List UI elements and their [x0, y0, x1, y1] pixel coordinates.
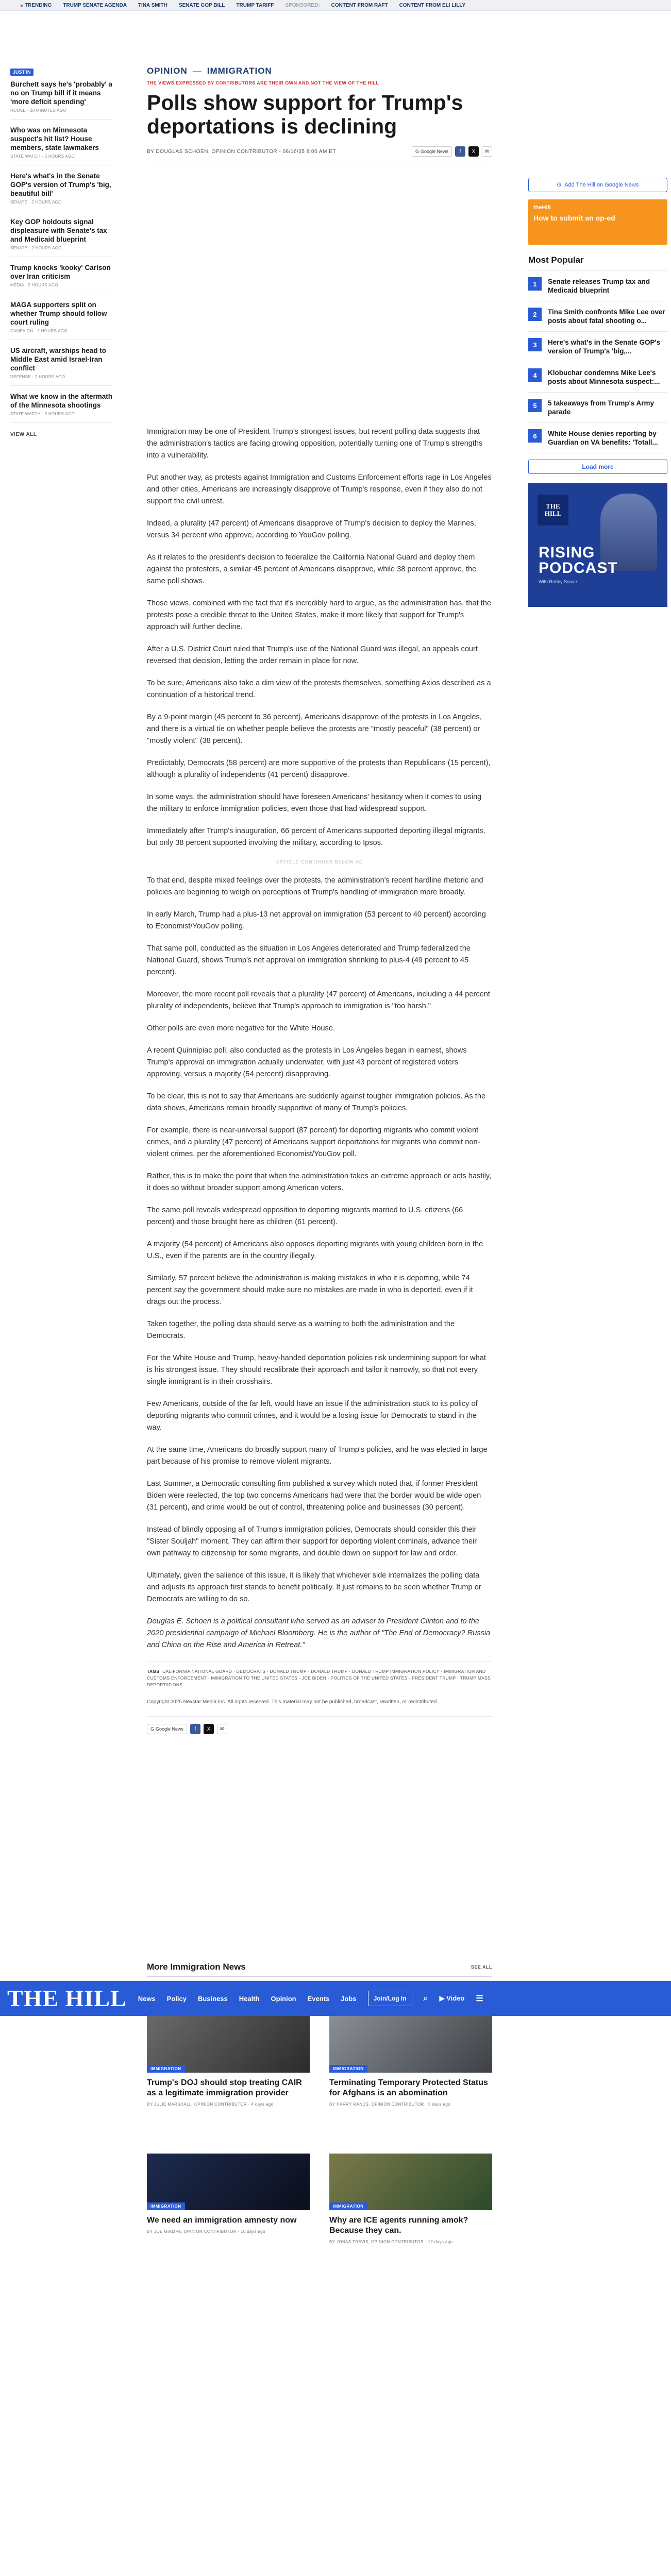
x-icon: X [472, 148, 476, 155]
article-paragraph: Those views, combined with the fact that it's incredibly hard to argue, as the administration has, that the protests pose a credible threat to the United States, make it more likely that support for Trump's approach will further decline. [147, 599, 491, 631]
page-title: Polls show support for Trump's deportations is declining [147, 91, 463, 138]
article-paragraph: To be sure, Americans also take a dim view of the protests themselves, something Axios described as a continuation of a historical trend. [147, 679, 491, 699]
author-bio [147, 1616, 492, 1651]
news-card[interactable] [147, 2154, 310, 2245]
nav-policy[interactable]: Policy [166, 1994, 187, 2003]
nav-business[interactable]: Business [197, 1994, 228, 2003]
breadcrumb-subsection[interactable]: IMMIGRATION [207, 66, 272, 76]
trending-link[interactable]: TRUMP SENATE AGENDA [63, 2, 127, 8]
author-bio-text: Douglas E. Schoen is a political consultant who served as an adviser to President Clinton and to the 2020 presidential campaign of Michael Bloomberg. He is the author of "The End of Democracy? Russia and China on the Rise and America in Retreat." [147, 1617, 491, 1649]
article-paragraph: Few Americans, outside of the far left, would have an issue if the administration stuck to its policy of deporting migrants who commit crimes, and it would be a losing issue for Democrats to stand in the way. [147, 1400, 478, 1432]
most-popular-title[interactable]: Klobuchar condemns Mike Lee's posts about Minnesota suspect:... [548, 369, 660, 385]
ad-label: ARTICLE CONTINUES BELOW AD [276, 859, 363, 865]
just-in-item[interactable] [10, 172, 113, 211]
mail-icon: ✉ [220, 1726, 225, 1732]
byline-row [147, 146, 492, 164]
google-news-button[interactable]: G Google News [412, 146, 452, 157]
just-in-item[interactable] [10, 126, 113, 165]
article-paragraph: Ultimately, given the salience of this issue, it is likely that whichever side internalizes the polling data and adjusts its approach first stands to benefit politically. It just remains to be seen whether Trump or Democrats are willing to do so. [147, 1571, 481, 1603]
article-paragraph: That same poll, conducted as the situation in Los Angeles deteriorated and Trump federalized the National Guard, shows Trump's net approval on immigration shrinking to plus-4 (49 percent to 45 percent). [147, 944, 471, 976]
most-popular-item[interactable] [528, 332, 667, 362]
load-more-button[interactable]: Load more [528, 460, 667, 474]
most-popular-item[interactable] [528, 393, 667, 423]
category-tag: IMMIGRATION [147, 2202, 185, 2210]
most-popular-title[interactable]: Senate releases Trump tax and Medicaid blueprint [548, 278, 650, 294]
the-hill-logo[interactable]: THE HILL [7, 1985, 127, 2011]
just-in-item[interactable] [10, 392, 113, 423]
live-dot-icon [21, 5, 23, 7]
podcast-title: RISING PODCAST [539, 544, 618, 577]
breadcrumb-separator: — [192, 66, 202, 76]
more-news-section [147, 1962, 492, 1977]
just-in-title[interactable]: Here's what's in the Senate GOP's version of Trump's 'big, beautiful bill' [10, 172, 111, 197]
just-in-meta: STATE WATCH · 3 HOURS AGO [10, 412, 75, 416]
tags-list [147, 1662, 492, 1688]
google-icon: G [557, 182, 562, 188]
login-button[interactable]: Join/Log In [368, 1991, 412, 2006]
breadcrumb-section[interactable]: OPINION [147, 66, 188, 76]
more-news-title: More Immigration News [147, 1962, 246, 1972]
facebook-share-button[interactable] [190, 1724, 200, 1734]
card-meta: BY JULIE MARSHALL, OPINION CONTRIBUTOR · 4 days ago [147, 2102, 274, 2107]
sponsored-label: SPONSORED: [285, 2, 320, 8]
card-image[interactable] [329, 2154, 492, 2210]
byline: BY DOUGLAS SCHOEN, OPINION CONTRIBUTOR - 06/16/25 8:00 AM ET [147, 148, 336, 155]
google-news-button[interactable]: G Google News [147, 1724, 187, 1734]
rank-number: 6 [528, 429, 542, 443]
article-paragraph: Predictably, Democrats (58 percent) are more supportive of the protests than Republicans (15 percent), although a plurality of independents (41 percent) disapprove. [147, 759, 491, 779]
more-news-header [147, 1962, 492, 1977]
share-bar [412, 146, 492, 157]
news-card[interactable] [329, 2154, 492, 2245]
article-paragraph: Moreover, the more recent poll reveals that a plurality (47 percent) of Americans, including a 44 percent plurality of independents, believe that Trump's approach to immigration is "too harsh." [147, 990, 490, 1010]
article-paragraph: To that end, despite mixed feelings over the protests, the administration's recent hardline rhetoric and policies are beginning to weigh on perceptions of Trump's handling of immigration more broadly. [147, 876, 483, 896]
category-tag: IMMIGRATION [329, 2202, 367, 2210]
news-card[interactable] [147, 2016, 310, 2108]
category-tag: IMMIGRATION [147, 2065, 185, 2073]
just-in-item[interactable] [10, 80, 113, 120]
sponsored-link[interactable]: CONTENT FROM ELI LILLY [399, 2, 466, 8]
email-share-button[interactable] [482, 146, 492, 157]
facebook-icon: f [459, 148, 461, 155]
card-image[interactable] [147, 2016, 310, 2073]
card-title[interactable]: Trump's DOJ should stop treating CAIR as a legitimate immigration provider [147, 2078, 302, 2097]
article-paragraph: Instead of blindly opposing all of Trump's immigration policies, Democrats should consider this their "Sister Souljah" moment. They can affirm their support for deporting violent criminals, advance their own pathway to citizenship for some migrants, and double down on support for law and order. [147, 1526, 477, 1557]
most-popular-title[interactable]: 5 takeaways from Trump's Army parade [548, 399, 655, 416]
just-in-item[interactable] [10, 300, 113, 340]
just-in-title[interactable]: Burchett says he's 'probably' a no on Trump bill if it means 'more deficit spending' [10, 80, 112, 106]
article-paragraph: Other polls are even more negative for the White House. [147, 1024, 336, 1032]
most-popular-title[interactable]: White House denies reporting by Guardian on VA benefits: 'Totall... [548, 430, 658, 446]
just-in-title[interactable]: MAGA supporters split on whether Trump should follow court ruling [10, 301, 107, 326]
x-share-button[interactable] [468, 146, 479, 157]
just-in-meta: SENATE · 2 HOURS AGO [10, 200, 62, 205]
article-paragraph: The same poll reveals widespread opposition to deporting migrants married to U.S. citizens (66 percent) and those brought here as children (61 percent). [147, 1206, 463, 1226]
card-meta: BY JOE GIAMPA, OPINION CONTRIBUTOR · 10 days ago [147, 2229, 265, 2234]
most-popular-heading: Most Popular [528, 255, 667, 271]
the-hill-logo: THE HILL [538, 495, 568, 526]
nav-news[interactable]: News [138, 1994, 156, 2003]
most-popular-item[interactable] [528, 362, 667, 393]
google-icon: G [415, 149, 419, 154]
article-paragraph: To be clear, this is not to say that Americans are suddenly against tougher immigration policies. As the data shows, Americans remain broadly supportive of many of Trump's policies. [147, 1092, 486, 1112]
article-paragraph: A majority (54 percent) of Americans also opposes deporting migrants with young children born in the U.S., even if the parents are in the country illegally. [147, 1240, 483, 1260]
card-title[interactable]: We need an immigration amnesty now [147, 2216, 297, 2225]
copyright-notice: Copyright 2025 Nexstar Media Inc. All rights reserved. This material may not be published, broadcast, rewritten, or redistributed. [147, 1699, 439, 1705]
article-body [147, 426, 492, 1651]
article-paragraph: At the same time, Americans do broadly support many of Trump's policies, and he was elected in large part because of his promise to remove violent migrants. [147, 1446, 488, 1466]
most-popular-title[interactable]: Tina Smith confronts Mike Lee over posts about fatal shooting o... [548, 308, 665, 325]
just-in-item[interactable] [10, 346, 113, 386]
see-all-link[interactable]: SEE ALL [471, 1964, 492, 1970]
article-paragraph: A recent Quinnipiac poll, also conducted as the protests in Los Angeles began in earnest, shows Trump's approval on immigration actually underwater, with just 43 percent of registered voters approving, versus a majority (54 percent) disapproving. [147, 1046, 467, 1078]
just-in-rail [10, 67, 113, 438]
most-popular-item[interactable] [528, 301, 667, 332]
site-header [0, 1981, 671, 2016]
lead-media-space [147, 164, 492, 426]
rank-number: 1 [528, 277, 542, 291]
article-paragraph: By a 9-point margin (45 percent to 36 percent), Americans disapprove of the protests in Los Angeles, and there is a virtual tie on whether people believe the protests are "mostly peaceful" (38 percent) or "mostly violent" (38 percent). [147, 713, 482, 745]
rank-number: 3 [528, 338, 542, 351]
just-in-meta: HOUSE · 20 MINUTES AGO [10, 108, 66, 113]
rank-number: 2 [528, 308, 542, 321]
article-paragraph: Last Summer, a Democratic consulting firm published a survey which noted that, if former President Biden were reelected, the top two concerns Americans had were that the border would be wide open (31 percent), and crime would be out of control, threatening police and businesses (30 percent). [147, 1480, 481, 1512]
rank-number: 5 [528, 399, 542, 412]
news-card[interactable] [329, 2016, 492, 2108]
article-paragraph: For the White House and Trump, heavy-handed deportation policies risk undermining support for what is his strongest issue. They should recalibrate their approach and tailor it narrowly, so that not every single immigrant is in their crosshairs. [147, 1354, 486, 1386]
article-paragraph: In early March, Trump had a plus-13 net approval on immigration (53 percent to 40 percent) according to Economist/YouGov polling. [147, 910, 486, 930]
video-link[interactable]: ▶ Video [439, 1994, 465, 2002]
rank-number: 4 [528, 368, 542, 382]
card-meta: BY HARRY RANDS, OPINION CONTRIBUTOR · 5 days ago [329, 2102, 451, 2107]
just-in-title[interactable]: US aircraft, warships head to Middle East amid Israel-Iran conflict [10, 347, 107, 372]
article-paragraph: Taken together, the polling data should serve as a warning to both the administration and the Democrats. [147, 1320, 455, 1340]
sponsored-link[interactable]: CONTENT FROM RAFT [331, 2, 388, 8]
most-popular-item[interactable] [528, 271, 667, 301]
trending-link[interactable]: SENATE GOP BILL [178, 2, 225, 8]
card-image[interactable] [147, 2154, 310, 2210]
banner-brand: theHill [533, 205, 551, 211]
just-in-meta: MEDIA · 2 HOURS AGO [10, 283, 58, 287]
category-tag: IMMIGRATION [329, 2065, 367, 2073]
google-icon: G [150, 1726, 155, 1732]
tags-label: TAGS [147, 1669, 160, 1674]
just-in-badge: JUST IN [10, 69, 33, 76]
just-in-meta: CAMPAIGN · 2 HOURS AGO [10, 329, 68, 333]
just-in-title[interactable]: Trump knocks 'kooky' Carlson over Iran criticism [10, 264, 111, 280]
just-in-title[interactable]: What we know in the aftermath of the Minnesota shootings [10, 393, 113, 409]
view-all-link[interactable]: VIEW ALL [10, 432, 37, 437]
most-popular-title[interactable]: Here's what's in the Senate GOP's version of Trump's 'big,... [548, 338, 661, 355]
submit-oped-banner[interactable] [528, 199, 667, 245]
article-paragraph: Immediately after Trump's inauguration, 66 percent of Americans supported deporting illegal migrants, but only 38 percent supported involving the military, according to Ipsos. [147, 827, 485, 847]
article-paragraph: Rather, this is to make the point that when the administration takes an extreme approach or acts hastily, it does so without broader support among American voters. [147, 1172, 492, 1192]
menu-icon[interactable]: ☰ [476, 1994, 483, 2003]
just-in-item[interactable] [10, 217, 113, 257]
trending-link[interactable]: TRUMP TARIFF [236, 2, 274, 8]
article-paragraph: Put another way, as protests against Immigration and Customs Enforcement efforts rage in Los Angeles and other cities, Americans are increasingly disapprove of Trump's response, even if they also do not support the civil unrest. [147, 473, 492, 505]
share-bar-bottom [147, 1716, 492, 1734]
banner-title: How to submit an op-ed [533, 214, 615, 222]
search-icon[interactable]: ⌕ [423, 1994, 428, 2003]
x-icon: X [207, 1726, 211, 1732]
just-in-meta: SENATE · 2 HOURS AGO [10, 246, 62, 250]
email-share-button[interactable] [217, 1724, 227, 1734]
article-paragraph: Similarly, 57 percent believe the administration is making mistakes in who it is deporting, while 74 percent say the government should make sure no mistakes are made in who is deported, even if it drags out the process. [147, 1274, 473, 1306]
opinion-disclaimer: THE VIEWS EXPRESSED BY CONTRIBUTORS ARE THEIR OWN AND NOT THE VIEW OF THE HILL [147, 80, 379, 86]
news-card-grid [147, 2154, 492, 2245]
article-paragraph: In some ways, the administration should have foreseen Americans' hesitancy when it comes to using the military to enforce immigration policies, even those that had widespread support. [147, 793, 482, 813]
article-paragraph: As it relates to the president's decision to federalize the California National Guard and deploy them against the protesters, a similar 45 percent of Americans disapprove, while 38 percent approve, the same poll shows. [147, 553, 477, 585]
mail-icon: ✉ [484, 148, 490, 155]
right-sidebar [528, 178, 667, 607]
article-paragraph: Immigration may be one of President Trump's strongest issues, but recent polling data suggests that the administration's tactics are facing growing opposition, potentially turning one of Trump's strengths into a vulnerability. [147, 428, 483, 460]
just-in-meta: DEFENSE · 2 HOURS AGO [10, 375, 65, 379]
article [147, 66, 492, 1734]
card-meta: BY JONAS TRAVIS, OPINION CONTRIBUTOR · 12 days ago [329, 2240, 453, 2244]
google-news-follow-button[interactable]: G Add The Hill on Google News [528, 178, 667, 192]
podcast-subtitle: With Robby Soave [539, 579, 577, 584]
rising-podcast-promo[interactable] [528, 483, 667, 607]
article-paragraph: Indeed, a plurality (47 percent) of Americans disapprove of Trump's decision to deploy the Marines, versus 34 percent who approve, according to YouGov polling. [147, 519, 476, 539]
just-in-title[interactable]: Key GOP holdouts signal displeasure with Senate's tax and Medicaid blueprint [10, 218, 107, 243]
card-title[interactable]: Why are ICE agents running amok? Because they can. [329, 2216, 468, 2235]
card-title[interactable]: Terminating Temporary Protected Status for Afghans is an abomination [329, 2078, 488, 2097]
trending-bar [0, 0, 671, 11]
article-paragraph: After a U.S. District Court ruled that Trump's use of the National Guard was illegal, an appeals court reversed that decision, letting the order remain in place for now. [147, 645, 478, 665]
trending-link[interactable]: TINA SMITH [138, 2, 167, 8]
tags-values[interactable]: CALIFORNIA NATIONAL GUARD · DEMOCRATS · DONALD TRUMP · DONALD TRUMP · DONALD TRUMP IMMIGRATION POLICY · IMMIGRATION AND CUSTOMS ENFORCEMENT · IMMIGRATION TO THE UNITED STATES · JOE BIDEN · POLITICS OF THE UNITED STATES · PRESIDENT TRUMP · TRUMP MASS DEPORTATIONS [147, 1669, 491, 1687]
facebook-share-button[interactable] [455, 146, 465, 157]
just-in-meta: STATE WATCH · 2 HOURS AGO [10, 154, 75, 159]
article-paragraph: For example, there is near-universal support (87 percent) for deporting migrants who commit violent crimes, and a plurality (47 percent) of Americans support deportations for migrants who commit non-violent crimes, per the aforementioned Economist/YouGov poll. [147, 1126, 480, 1158]
x-share-button[interactable] [204, 1724, 214, 1734]
just-in-title[interactable]: Who was on Minnesota suspect's hit list? House members, state lawmakers [10, 126, 99, 151]
trending-label: TRENDING [21, 3, 52, 8]
card-image[interactable] [329, 2016, 492, 2073]
most-popular-item[interactable] [528, 423, 667, 453]
news-card-grid [147, 2016, 492, 2108]
nav-health[interactable]: Health [239, 1994, 260, 2003]
facebook-icon: f [194, 1726, 196, 1732]
video-icon: ▶ [439, 1994, 447, 2002]
breadcrumb [147, 66, 492, 76]
nav-events[interactable]: Events [307, 1994, 330, 2003]
nav-opinion[interactable]: Opinion [271, 1994, 296, 2003]
just-in-item[interactable] [10, 263, 113, 294]
nav-jobs[interactable]: Jobs [341, 1994, 357, 2003]
